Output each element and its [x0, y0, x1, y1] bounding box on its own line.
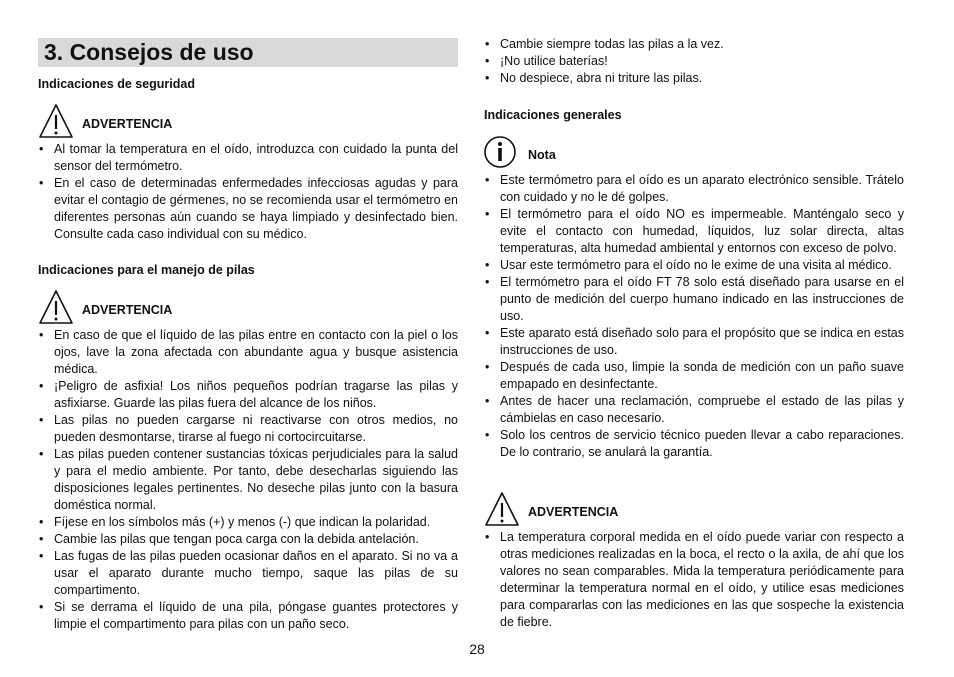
- safety-list: [38, 141, 458, 243]
- list-item: • El termómetro para el oído NO es impermeable. Manténgalo seco y evite el contacto con humedad, líquidos, luz solar directa, altas temperaturas, alta humedad ambiental y entornos con exceso de polvo.: [484, 206, 904, 257]
- list-item: • Usar este termómetro para el oído no le exime de una visita al médico.: [484, 257, 904, 274]
- page-title: 3. Consejos de uso: [38, 38, 458, 67]
- info-circle-icon: [484, 134, 520, 170]
- warning-triangle-icon: [38, 289, 74, 325]
- note-label: Nota: [528, 148, 556, 162]
- list-item: • ¡No utilice baterías!: [484, 53, 904, 70]
- list-item: • En el caso de determinadas enfermedades infecciosas agudas y para evitar el contagio de gérmenes, no se recomienda usar el termómetro en diferentes personas aún cuando se haya limpiado y desinfectado bien. Consulte cada caso individual con su médico.: [38, 175, 458, 243]
- fever-warning: [484, 491, 904, 527]
- list-item: • Si se derrama el líquido de una pila, póngase guantes protectores y limpie el compartimento para pilas con un paño seco.: [38, 599, 458, 633]
- left-column: [38, 38, 458, 633]
- batteries-list: [38, 327, 458, 633]
- list-item: • El termómetro para el oído FT 78 solo está diseñado para usarse en el punto de medición del cuerpo humano indicado en las instrucciones de uso.: [484, 274, 904, 325]
- batteries-heading: Indicaciones para el manejo de pilas: [38, 263, 255, 277]
- list-item: • Las pilas no pueden cargarse ni reactivarse con otros medios, no pueden desmontarse, tirarse al fuego ni cortocircuitarse.: [38, 412, 458, 446]
- list-item: • Este aparato está diseñado solo para el propósito que se indica en estas instrucciones de uso.: [484, 325, 904, 359]
- batteries-list-continued: [484, 36, 904, 87]
- warning-triangle-icon: [38, 103, 74, 139]
- list-item: • Este termómetro para el oído es un aparato electrónico sensible. Trátelo con cuidado y no le dé golpes.: [484, 172, 904, 206]
- list-item: • Cambie siempre todas las pilas a la vez.: [484, 36, 904, 53]
- warning-label: ADVERTENCIA: [528, 505, 619, 519]
- general-heading: Indicaciones generales: [484, 108, 622, 122]
- list-item: • Cambie las pilas que tengan poca carga con la debida antelación.: [38, 531, 458, 548]
- list-item: • Al tomar la temperatura en el oído, introduzca con cuidado la punta del sensor del termómetro.: [38, 141, 458, 175]
- list-item: • Solo los centros de servicio técnico pueden llevar a cabo reparaciones. De lo contrario, se anulará la garantía.: [484, 427, 904, 461]
- page-number: 28: [469, 641, 485, 657]
- list-item: • No despiece, abra ni triture las pilas.: [484, 70, 904, 87]
- list-item: • Las pilas pueden contener sustancias tóxicas perjudiciales para la salud y para el medio ambiente. Por tanto, debe desecharlas siguiendo las disposiciones legales pertinentes. No deseche pilas junto con la basura doméstica normal.: [38, 446, 458, 514]
- list-item: • Después de cada uso, limpie la sonda de medición con un paño suave empapado en desinfectante.: [484, 359, 904, 393]
- general-list: [484, 172, 904, 461]
- warning-triangle-icon: [484, 491, 520, 527]
- list-item: • Las fugas de las pilas pueden ocasionar daños en el aparato. Si no va a usar el aparato durante mucho tiempo, saque las pilas de su compartimento.: [38, 548, 458, 599]
- list-item: • Antes de hacer una reclamación, compruebe el estado de las pilas y cámbielas en caso necesario.: [484, 393, 904, 427]
- list-item: • Fíjese en los símbolos más (+) y menos (-) que indican la polaridad.: [38, 514, 458, 531]
- batteries-warning: [38, 289, 458, 325]
- list-item: • ¡Peligro de asfixia! Los niños pequeños podrían tragarse las pilas y asfixiarse. Guarde las pilas fuera del alcance de los niños.: [38, 378, 458, 412]
- right-column: [484, 36, 904, 631]
- list-item: • La temperatura corporal medida en el oído puede variar con respecto a otras mediciones realizadas en la boca, el recto o la axila, de ahí que los valores no sean comparables. Mida la temperatura periódicamente para determinar la temperatura normal en el oído, y utilice esas mediciones para compararlas con las mediciones en las que sospeche la existencia de fiebre.: [484, 529, 904, 631]
- list-item: • En caso de que el líquido de las pilas entre en contacto con la piel o los ojos, lave la zona afectada con abundante agua y busque asistencia médica.: [38, 327, 458, 378]
- warning-label: ADVERTENCIA: [82, 117, 173, 131]
- safety-heading: Indicaciones de seguridad: [38, 77, 195, 91]
- warning-label: ADVERTENCIA: [82, 303, 173, 317]
- safety-warning: [38, 103, 458, 139]
- fever-list: [484, 529, 904, 631]
- general-note: [484, 134, 904, 170]
